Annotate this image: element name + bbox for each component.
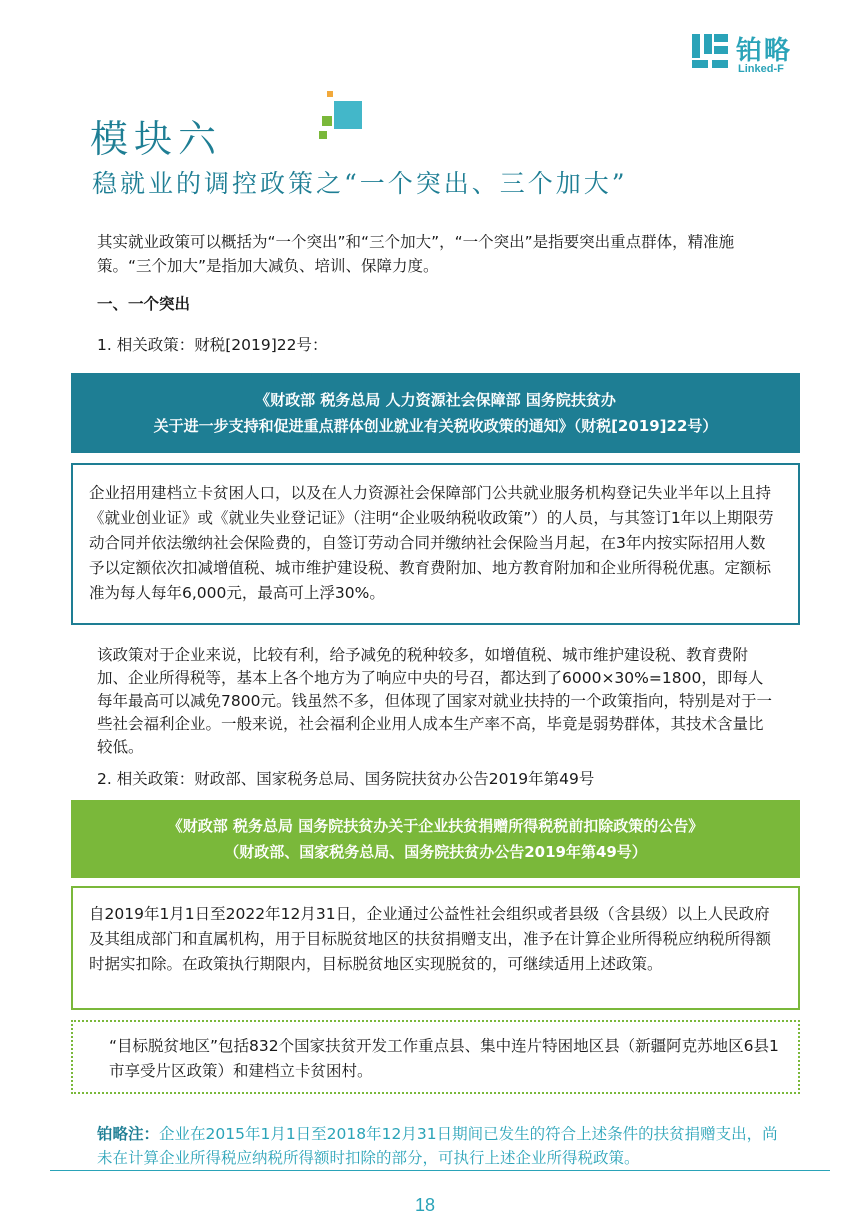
policy2-content: 自2019年1月1日至2022年12月31日，企业通过公益性社会组织或者县级（含县级）以上人民政府及其组成部门和直属机构，用于目标脱贫地区的扶贫捐赠支出，准予在计算企业所得税应纳税所得额时据实扣除。在政策执行期限内，目标脱贫地区实现脱贫的，可继续适用上述政策。 — [89, 905, 772, 973]
note-paragraph — [97, 1122, 787, 1170]
policy2-content-box — [71, 886, 800, 1010]
policy1-banner — [71, 373, 800, 453]
policy2-definition-box — [71, 1020, 800, 1094]
policy2-definition: “目标脱贫地区”包括832个国家扶贫开发工作重点县、集中连片特困地区县（新疆阿克苏地区6县1市享受片区政策）和建档立卡贫困村。 — [109, 1037, 779, 1080]
brand-logo — [690, 30, 820, 78]
note-text: 企业在2015年1月1日至2018年12月31日期间已发生的符合上述条件的扶贫捐赠支出，尚未在计算企业所得税应纳税所得额时扣除的部分，可执行上述企业所得税政策。 — [97, 1125, 778, 1167]
footer-divider — [50, 1170, 830, 1171]
note-prefix: 铂略注： — [97, 1125, 160, 1143]
section-heading: 一、一个突出 — [97, 295, 191, 313]
policy2-banner — [71, 800, 800, 878]
policy2-banner-line2: （财政部、国家税务总局、国务院扶贫办公告2019年第49号） — [224, 843, 647, 861]
policy1-label: 1. 相关政策：财税[2019]22号： — [97, 336, 328, 354]
policy1-banner-line1: 《财政部 税务总局 人力资源社会保障部 国务院扶贫办 — [255, 391, 616, 409]
intro-paragraph: 其实就业政策可以概括为“一个突出”和“三个加大”，“一个突出”是指要突出重点群体，精准施策。“三个加大”是指加大减负、培训、保障力度。 — [97, 233, 735, 275]
page-number: 18 — [414, 1195, 436, 1215]
logo-text-en: Linked-F — [738, 63, 784, 75]
logo-text-cn: 铂略 — [736, 36, 793, 66]
policy1-content-box — [71, 463, 800, 625]
logo-mark-icon — [690, 32, 730, 72]
policy1-commentary: 该政策对于企业来说，比较有利，给予减免的税种较多，如增值税、城市维护建设税、教育费附加、企业所得税等，基本上各个地方为了响应中央的号召，都达到了6000×30%=1800，即每人每年最高可以减免7800元。钱虽然不多，但体现了国家对就业扶持的一个政策指向，特别是对于一些社会福利企业。一般来说，社会福利企业用人成本生产率不高，毕竟是弱势群体，其技术含量比较低。 — [97, 646, 772, 756]
module-title: 模块六 — [90, 117, 223, 161]
policy2-label: 2. 相关政策：财政部、国家税务总局、国务院扶贫办公告2019年第49号 — [97, 770, 595, 788]
policy1-content: 企业招用建档立卡贫困人口，以及在人力资源社会保障部门公共就业服务机构登记失业半年以上且持《就业创业证》或《就业失业登记证》（注明“企业吸纳税收政策”）的人员，与其签订1年以上期限劳动合同并依法缴纳社会保险费的，自签订劳动合同并缴纳社会保险当月起，在3年内按实际招用人数予以定额依次扣减增值税、城市维护建设税、教育费附加、地方教育附加和企业所得税优惠。定额标准为每人每年6,000元，最高可上浮30%。 — [89, 484, 774, 602]
module-subtitle: 稳就业的调控政策之“一个突出、三个加大” — [92, 169, 628, 198]
policy1-banner-line2: 关于进一步支持和促进重点群体创业就业有关税收政策的通知》（财税[2019]22号） — [153, 417, 718, 435]
policy2-banner-line1: 《财政部 税务总局 国务院扶贫办关于企业扶贫捐赠所得税税前扣除政策的公告》 — [167, 817, 704, 835]
